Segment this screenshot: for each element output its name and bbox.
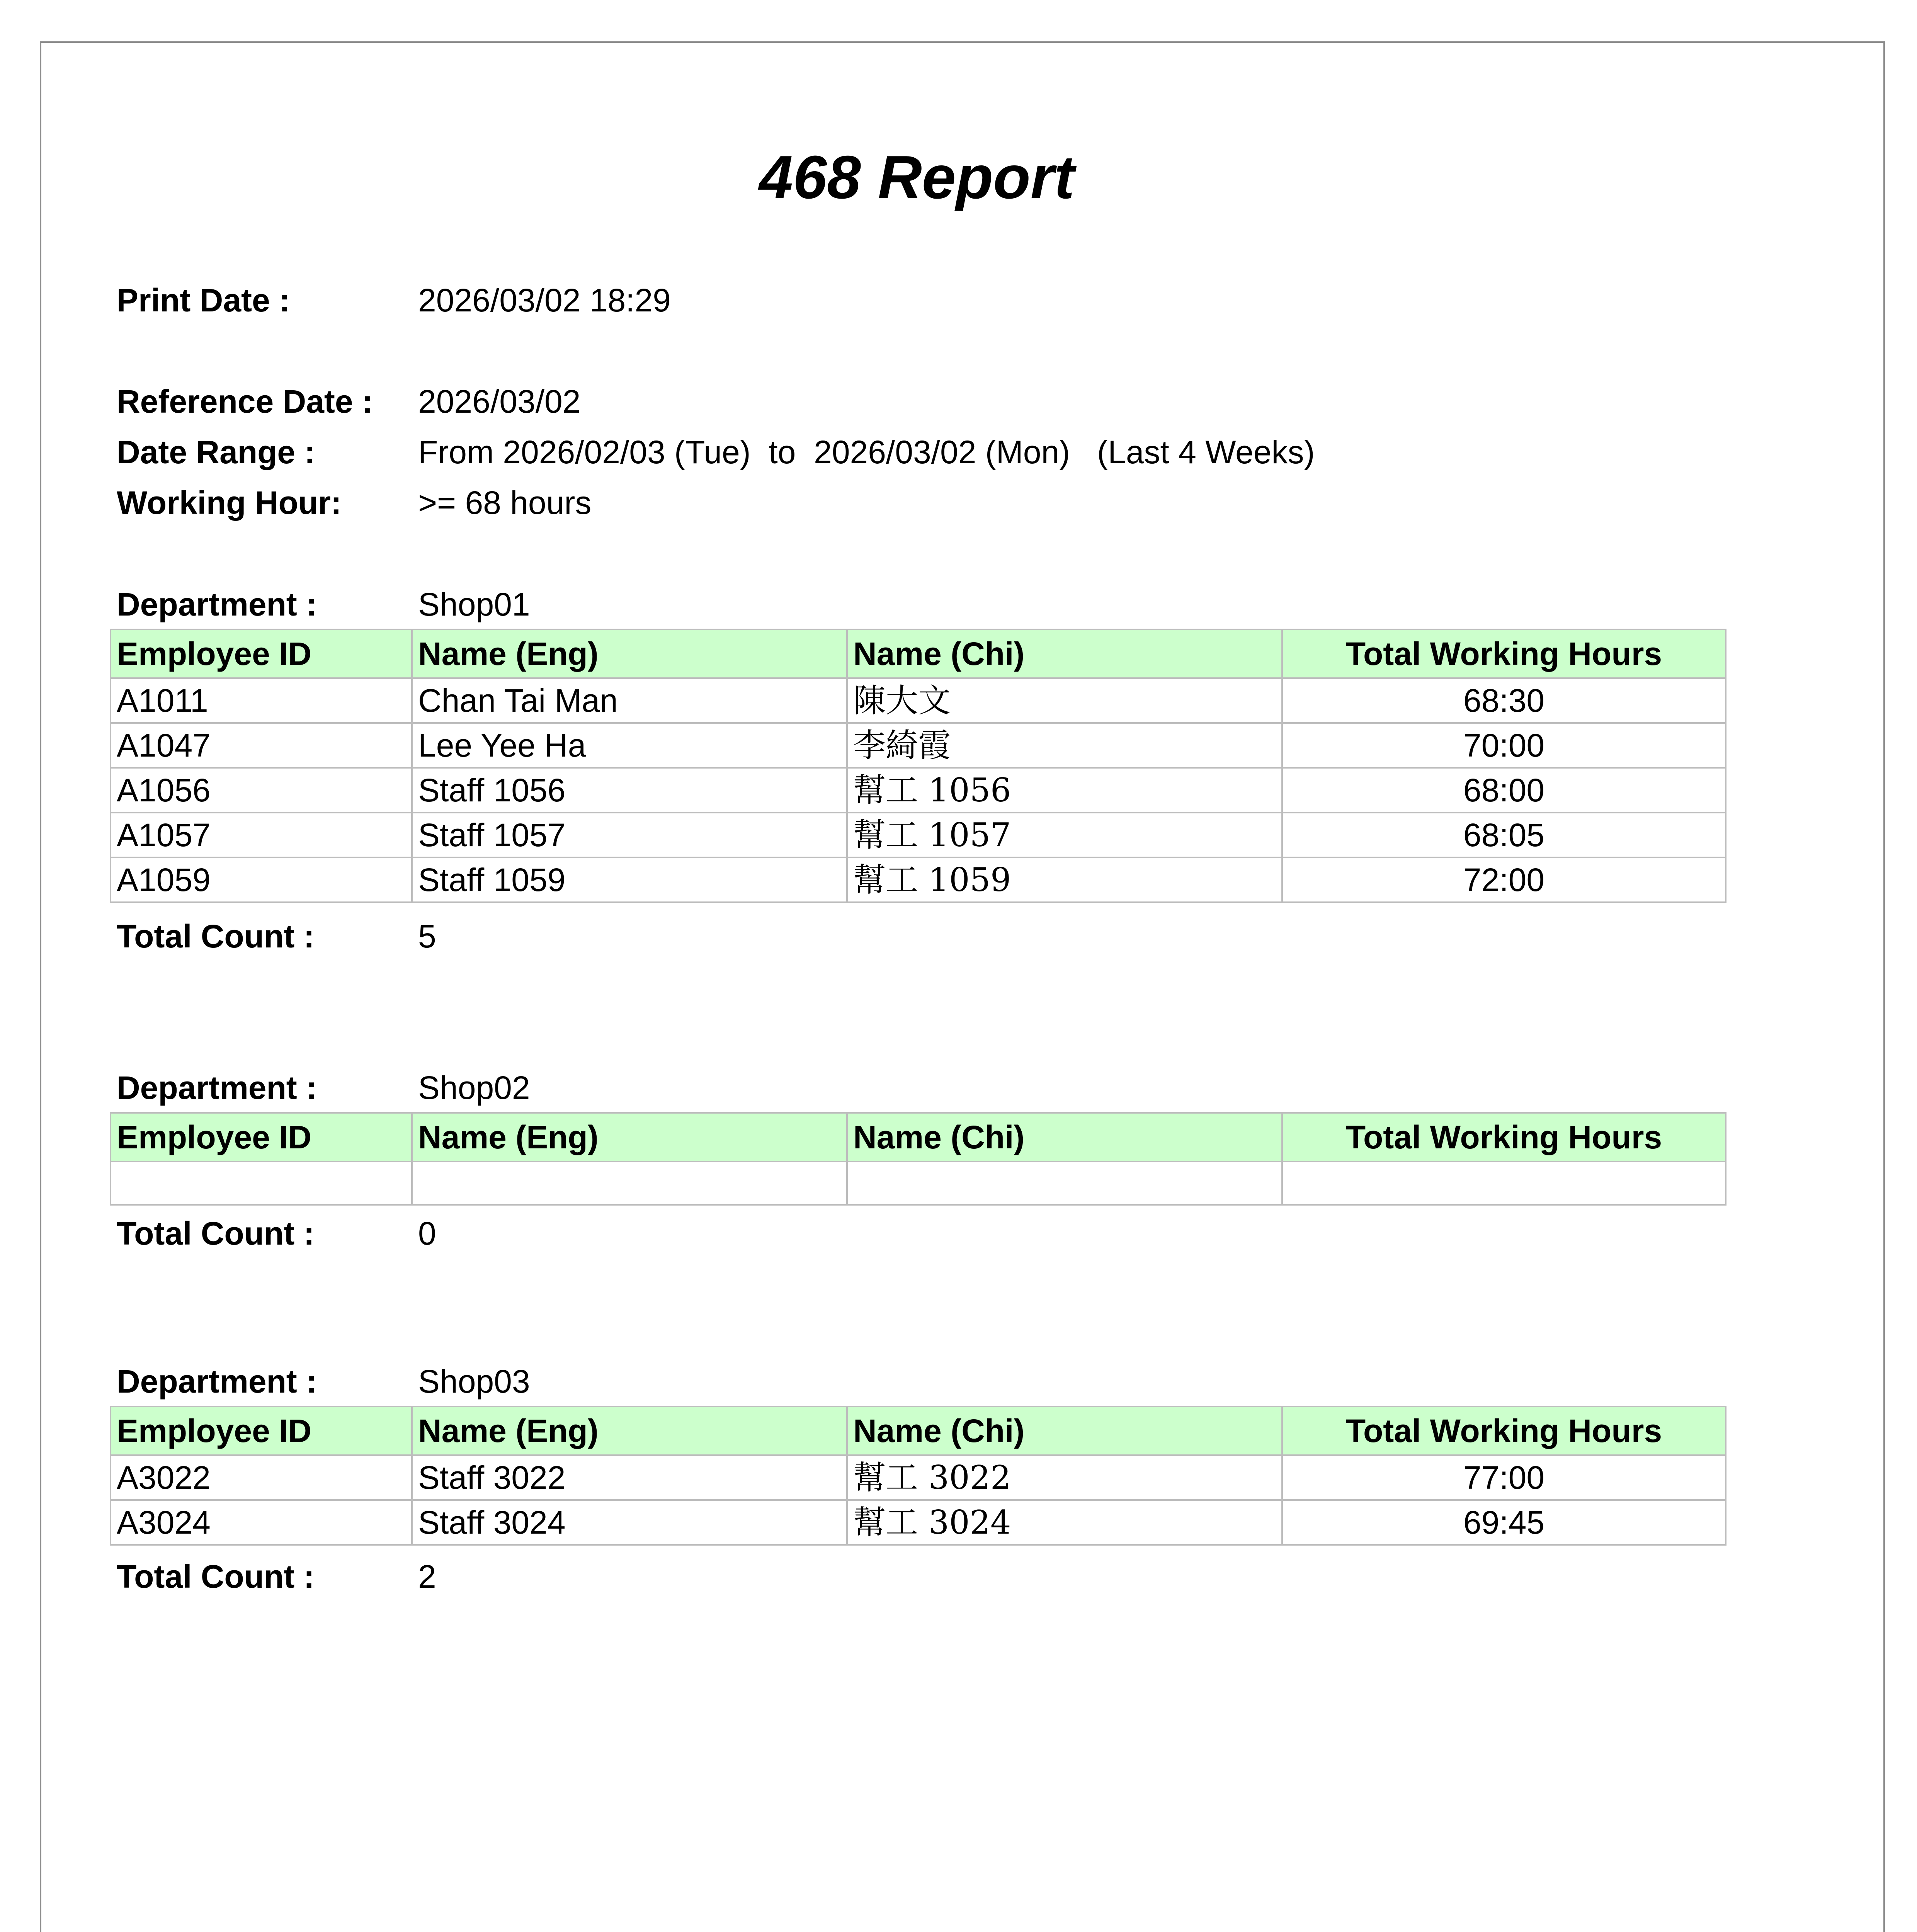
total-hours-cell: 68:05 — [1282, 813, 1726, 857]
employee-id-cell: A1056 — [111, 768, 412, 813]
total-count-label: Total Count : — [117, 918, 315, 954]
name-eng-cell: Staff 1059 — [412, 857, 847, 902]
table-header-row — [111, 1406, 1726, 1455]
page-border — [40, 41, 1885, 1932]
name-eng-cell: Staff 3024 — [412, 1500, 847, 1545]
table-header-row — [111, 629, 1726, 678]
total-hours-cell: 69:45 — [1282, 1500, 1726, 1545]
table-row — [111, 813, 1726, 857]
employee-table — [110, 629, 1726, 903]
column-name-chi: Name (Chi) — [847, 1406, 1282, 1455]
name-chi-cell: 幫工 3024 — [847, 1500, 1282, 1545]
column-name-eng: Name (Eng) — [412, 1406, 847, 1455]
department-name: Shop01 — [418, 586, 530, 622]
print-date-value: 2026/03/02 18:29 — [418, 282, 671, 318]
column-name-eng: Name (Eng) — [412, 629, 847, 678]
employee-table — [110, 1406, 1726, 1546]
total-hours-cell: 68:30 — [1282, 678, 1726, 723]
total-count-value: 5 — [418, 918, 436, 954]
column-employee-id: Employee ID — [111, 1406, 412, 1455]
table-row — [111, 1455, 1726, 1500]
working-hour-label: Working Hour: — [117, 485, 342, 521]
working-hour-row — [117, 485, 592, 584]
department-label: Department : — [117, 586, 317, 622]
department-name: Shop03 — [418, 1363, 530, 1400]
name-chi-cell: 幫工 1057 — [847, 813, 1282, 857]
name-eng-cell: Chan Tai Man — [412, 678, 847, 723]
reference-date-label: Reference Date : — [117, 383, 373, 420]
date-range-label: Date Range : — [117, 434, 315, 470]
name-chi-cell: 幫工 3022 — [847, 1455, 1282, 1500]
employee-id-cell — [111, 1162, 412, 1205]
column-total-working-hours: Total Working Hours — [1282, 1113, 1726, 1162]
name-eng-cell: Staff 1057 — [412, 813, 847, 857]
employee-table — [110, 1112, 1726, 1206]
name-eng-cell: Staff 1056 — [412, 768, 847, 813]
employee-id-cell: A3024 — [111, 1500, 412, 1545]
print-date-label: Print Date : — [117, 282, 290, 318]
column-employee-id: Employee ID — [111, 1113, 412, 1162]
column-employee-id: Employee ID — [111, 629, 412, 678]
reference-date-value: 2026/03/02 — [418, 383, 581, 420]
department-label: Department : — [117, 1070, 317, 1106]
name-chi-cell: 李綺霞 — [847, 723, 1282, 768]
column-total-working-hours: Total Working Hours — [1282, 1406, 1726, 1455]
empty-table-row — [111, 1162, 1726, 1205]
name-eng-cell: Staff 3022 — [412, 1455, 847, 1500]
department-label: Department : — [117, 1363, 317, 1400]
total-count-label: Total Count : — [117, 1215, 315, 1252]
name-eng-cell: Lee Yee Ha — [412, 723, 847, 768]
report-title: 468 Report — [759, 143, 1075, 211]
column-total-working-hours: Total Working Hours — [1282, 629, 1726, 678]
total-hours-cell: 68:00 — [1282, 768, 1726, 813]
column-name-chi: Name (Chi) — [847, 629, 1282, 678]
employee-id-cell: A1057 — [111, 813, 412, 857]
print-date-row — [117, 282, 671, 381]
table-row — [111, 1500, 1726, 1545]
total-hours-cell: 77:00 — [1282, 1455, 1726, 1500]
date-range-value: From 2026/02/03 (Tue) to 2026/03/02 (Mon) (Last 4 Weeks) — [418, 434, 1315, 470]
employee-id-cell: A3022 — [111, 1455, 412, 1500]
name-chi-cell: 幫工 1056 — [847, 768, 1282, 813]
name-chi-cell: 幫工 1059 — [847, 857, 1282, 902]
table-row — [111, 723, 1726, 768]
column-name-eng: Name (Eng) — [412, 1113, 847, 1162]
total-count-value: 2 — [418, 1558, 436, 1595]
name-eng-cell — [412, 1162, 847, 1205]
total-count-label: Total Count : — [117, 1558, 315, 1595]
department-name: Shop02 — [418, 1070, 530, 1106]
employee-id-cell: A1047 — [111, 723, 412, 768]
employee-id-cell: A1059 — [111, 857, 412, 902]
column-name-chi: Name (Chi) — [847, 1113, 1282, 1162]
total-hours-cell — [1282, 1162, 1726, 1205]
employee-id-cell: A1011 — [111, 678, 412, 723]
working-hour-value: >= 68 hours — [418, 485, 592, 521]
total-count-value: 0 — [418, 1215, 436, 1252]
name-chi-cell: 陳大文 — [847, 678, 1282, 723]
table-row — [111, 678, 1726, 723]
table-row — [111, 768, 1726, 813]
total-hours-cell: 70:00 — [1282, 723, 1726, 768]
table-header-row — [111, 1113, 1726, 1162]
name-chi-cell — [847, 1162, 1282, 1205]
table-row — [111, 857, 1726, 902]
total-hours-cell: 72:00 — [1282, 857, 1726, 902]
